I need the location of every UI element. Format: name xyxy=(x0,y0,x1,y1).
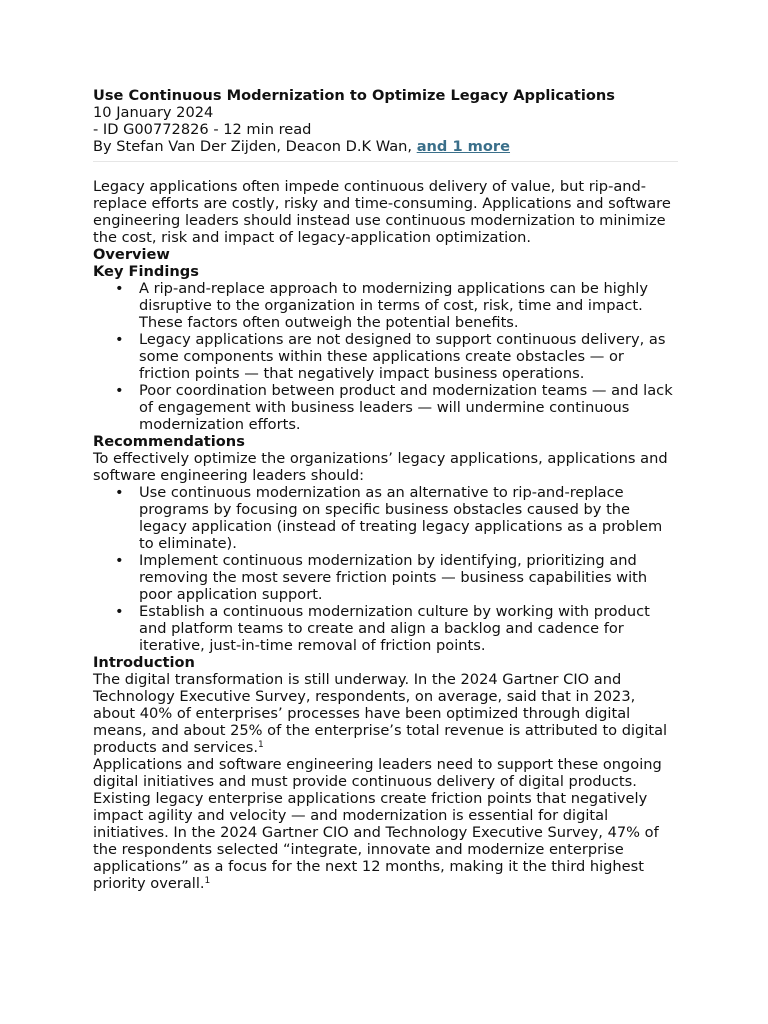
introduction-paragraph-1 xyxy=(93,671,678,756)
recommendations-intro: To effectively optimize the organizations’ legacy applications, applications and software engineering leaders should: xyxy=(93,450,668,484)
article-header xyxy=(93,87,678,155)
authors-line xyxy=(93,138,678,155)
document-id-read-time: - ID G00772826 - 12 min read xyxy=(93,121,312,138)
key-findings-heading: Key Findings xyxy=(93,263,199,280)
introduction-paragraph-1-text: The digital transformation is still underway. In the 2024 Gartner CIO and Technology Executive Survey, respondents, on average, said that in 2023, about 40% of enterprises’ processes have been optimized through digital means, and about 25% of the enterprise’s total revenue is attributed to digital products and services. xyxy=(93,671,668,756)
overview-heading: Overview xyxy=(93,246,170,263)
footnote-reference[interactable]: 1 xyxy=(258,740,264,750)
summary-paragraph: Legacy applications often impede continuous delivery of value, but rip-and-replace efforts are costly, risky and time-consuming. Applications and software engineering leaders should instead use continuous modernization to minimize the cost, risk and impact of legacy-application optimization. xyxy=(93,178,671,246)
key-finding-item: • Poor coordination between product and modernization teams — and lack of engagement with business leaders — will undermine continuous modernization efforts. xyxy=(139,382,678,433)
recommendation-item: • Implement continuous modernization by identifying, prioritizing and removing the most severe friction points — business capabilities with poor application support. xyxy=(139,552,678,603)
footnote-reference[interactable]: 1 xyxy=(204,876,211,886)
introduction-paragraph-2 xyxy=(93,756,678,892)
publish-date: 10 January 2024 xyxy=(93,104,214,121)
key-finding-item: • A rip-and-replace approach to modernizing applications can be highly disruptive to the organization in terms of cost, risk, time and impact. These factors often outweigh the potential benefits. xyxy=(139,280,678,331)
recommendations-heading: Recommendations xyxy=(93,433,245,450)
introduction-heading: Introduction xyxy=(93,654,195,671)
more-authors-link[interactable]: and 1 more xyxy=(416,138,511,155)
article xyxy=(93,87,678,892)
recommendation-item: • Establish a continuous modernization culture by working with product and platform teams to create and align a backlog and cadence for iterative, just-in-time removal of friction points. xyxy=(139,603,678,654)
key-findings-list xyxy=(93,280,678,433)
article-title: Use Continuous Modernization to Optimize Legacy Applications xyxy=(93,87,615,104)
recommendation-item: • Use continuous modernization as an alternative to rip-and-replace programs by focusing on specific business obstacles caused by the legacy application (instead of treating legacy applications as a problem to eliminate). xyxy=(139,484,678,552)
introduction-paragraph-2-text: Applications and software engineering leaders need to support these ongoing digital initiatives and must provide continuous delivery of digital products. Existing legacy enterprise applications create friction points that negatively impact agility and velocity — and modernization is essential for digital initiatives. In the 2024 Gartner CIO and Technology Executive Survey, 47% of the respondents selected “integrate, innovate and modernize enterprise applications” as a focus for the next 12 months, making it the third highest priority overall. xyxy=(93,756,662,892)
key-finding-item: • Legacy applications are not designed to support continuous delivery, as some components within these applications create obstacles — or friction points — that negatively impact business operations. xyxy=(139,331,678,382)
recommendations-list xyxy=(93,484,678,654)
authors-names: By Stefan Van Der Zijden, Deacon D.K Wan, xyxy=(93,138,417,155)
header-divider xyxy=(93,161,678,162)
